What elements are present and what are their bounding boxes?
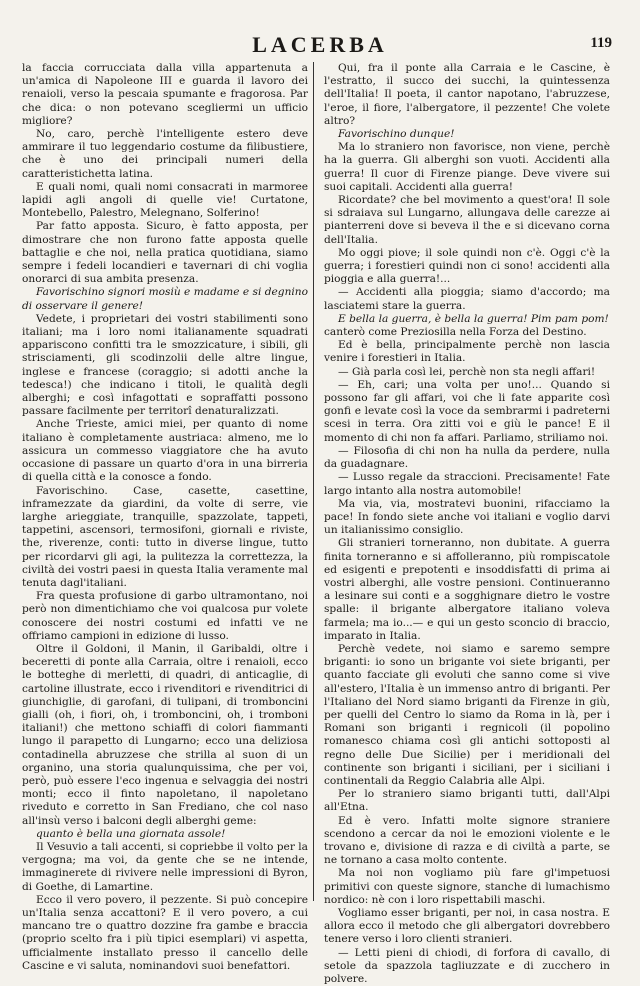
paragraph: Anche Trieste, amici miei, per quanto di nome italiano è completamente austriaca: almeno, me lo assicura un commesso viaggiatore che ha avuto occasione di passare un quarto d'ora in una birreria di quella città e la conosce a fondo. <box>22 418 308 484</box>
paragraph: Favorischino signori mosiù e madame e si degnino di osservare il genere! <box>22 286 308 312</box>
paragraph: Qui, fra il ponte alla Carraia e le Cascine, è l'estratto, il succo dei succhi, la quintessenza dell'Italia! Il poeta, il cantor napotano, l'abruzzese, l'eroe, il fiore, l'albergatore, il pezzente! Che volete altro? <box>324 62 610 127</box>
paragraph: Per lo straniero siamo briganti tutti, dall'Alpi all'Etna. <box>324 788 610 814</box>
paragraph: Vedete, i proprietari dei vostri stabilimenti sono italiani; ma i loro nomi italianamente squadrati appariscono confitti tra le smozzicature, i sibili, gli strisciamenti, gli scodinzolii delle altre lingue, inglese e francese (coraggio; si adotti anche la tedesca!) che indicano i titoli, le qualità degli alberghi; e così infagottati e sopraffatti possono passare facilmente per territorî denaturalizzati. <box>22 312 308 418</box>
paragraph: — Filosofia di chi non ha nulla da perdere, nulla da guadagnare. <box>324 444 610 471</box>
paragraph: Ma via, via, mostratevi buonini, rifacciamo la pace! In fondo siete anche voi italiani e voglio darvi un italianissimo consiglio. <box>324 497 610 537</box>
paragraph: — Letti pieni di chiodi, di forfora di cavallo, di setole da spazzola tagliuzzate e di zucchero in polvere. <box>324 946 610 986</box>
paragraph: Ma noi non vogliamo più fare gl'impetuosi primitivi con queste signore, stanche di lumachismo nordico: nè con i loro rispettabili maschi. <box>324 867 610 906</box>
paragraph: Gli stranieri torneranno, non dubitate. A guerra finita torneranno e si affolleranno, più rompiscatole ed esigenti e prepotenti e insoddisfatti di prima ai vostri alberghi, alle vostre pensioni. Continueranno a lesinare sui conti e a sogghignare dietro le vostre spalle: il brigante albergatore italiano voleva farmela; ma io...— e qui un gesto sconcio di braccio, imparato in Italia. <box>324 537 610 642</box>
paragraph: Il Vesuvio a tali accenti, si copriebbe il volto per la vergogna; ma voi, da gente che se ne intende, immaginerete di rivivere nelle impressioni di Byron, di Goethe, di Lamartine. <box>22 840 308 893</box>
paragraph: Ed è bella, principalmente perchè non lascia venire i forestieri in Italia. <box>324 339 610 365</box>
paragraph: — Accidenti alla pioggia; siamo d'accordo; ma lasciatemi stare la guerra. <box>324 286 610 312</box>
left-column <box>22 62 308 973</box>
paragraph: Ricordate? che bel movimento a quest'ora! Il sole si sdraiava sul Lungarno, allungava delle carezze ai pianterreni dove si beveva il the e si dicevano corna dell'Italia. <box>324 194 610 246</box>
right-column <box>324 62 610 986</box>
paragraph: Oltre il Goldoni, il Manin, il Garibaldi, oltre i beceretti di ponte alla Carraia, oltre i renaioli, ecco le botteghe di merletti, di quadri, di anticaglie, di cartoline illustrate, ecco i rivenditori e rivenditrici di giunchiglie, di garofani, di tulipani, di tromboncini gialli (oh, i fiori, oh, i tromboncini, oh, i tromboni italiani!) che mettono schiaffi di colori fiammanti lungo il parapetto di Lungarno; ecco una deliziosa contadinella abruzzese che strilla al suon di un organino, una storia qualunquissima, che per voi, però, può essere l'eco ingenua e selvaggia dei nostri monti; ecco il finto napoletano, il napoletano riveduto e corretto in San Frediano, che col naso all'insù verso i balconi degli alberghi geme: <box>22 642 308 827</box>
column-divider <box>313 62 314 901</box>
paragraph: Ma lo straniero non favorisce, non viene, perchè ha la guerra. Gli alberghi son vuoti. Accidenti alla guerra! Il cuor di Firenze piange. Deve vivere sui suoi capitali. Accidenti alla guerra! <box>324 141 610 193</box>
paragraph: Favorischino dunque! <box>338 128 455 141</box>
paragraph: canterò come Preziosilla nella Forza del Destino. <box>324 326 587 339</box>
paragraph: No, caro, perchè l'intelligente estero deve ammirare il tuo leggendario costume da filibustiere, che è uno dei principali numeri della caratteristichetta latina. <box>22 128 308 180</box>
paragraph: Mo oggi piove; il sole quindi non c'è. Oggi c'è la guerra; i forestieri quindi non ci sono! accidenti alla pioggia e alla guerra!... <box>324 246 610 286</box>
paragraph: — Lusso regale da straccioni. Precisamente! Fate largo intanto alla nostra automobile! <box>324 471 610 497</box>
paragraph: Vogliamo esser briganti, per noi, in casa nostra. E allora ecco il metodo che gli albergatori dovrebbero tenere verso i loro clienti stranieri. <box>324 907 610 946</box>
paragraph: E bella la guerra, è bella la guerra! Pim pam pom! <box>338 312 609 325</box>
paragraph: — Eh, cari; una volta per uno!... Quando si possono far gli affari, voi che li fate apparite così gonfi e levate così la voce da sembrarmi i padreterni scesi in terra. Ora zitti voi e giù le pance! E il momento di chi non fa affari. Parliamo, striliamo noi. <box>324 378 610 444</box>
paragraph: E quali nomi, quali nomi consacrati in marmoree lapidi agli angoli di quelle vie! Curtatone, Montebello, Palestro, Melegnano, Solferino! <box>22 180 308 220</box>
paragraph: Fra questa profusione di garbo ultramontano, noi però non dimentichiamo che voi qualcosa pur volete conoscere dei nostri costumi ed infatti ve ne offriamo campioni in edizione di lusso. <box>22 590 308 642</box>
paragraph: Favorischino. Case, casette, casettine, inframezzate da giardini, da volte di serre, vie larghe arieggiate, tranquille, spazzolate, tappeti, tappetini, ascensori, termosifoni, giornali e riviste, the, riverenze, conti: tutto in diverse lingue, tutto per ricordarvi gli agi, la pulitezza la correttezza, la civiltà dei vostri paesi in questa Italia veramente mal tenuta dagl'italiani. <box>22 484 308 589</box>
paragraph: la faccia corrucciata dalla villa appartenuta a un'amica di Napoleone III e guarda il lavoro dei renaioli, verso la pescaia spumante e fragorosa. Par che dica: o non potevano scegliermi un ufficio migliore? <box>22 62 308 127</box>
paragraph: Ecco il vero povero, il pezzente. Si può concepire un'Italia senza accattoni? E il vero povero, a cui mancano tre o quattro dozzine fra gambe e braccia (proprio scelto fra i più tipici esemplari) vi aspetta, ufficialmente installato presso il cancello delle Cascine e vi saluta, nominandovi suoi benefattori. <box>22 893 308 972</box>
paragraph: quanto è bella una giornata assole! <box>36 827 226 840</box>
paragraph: Perchè vedete, noi siamo e saremo sempre briganti: io sono un brigante voi siete briganti, per quanto facciate gli evoluti che sanno come si vive all'estero, l'Italia è un immenso antro di briganti. Per l'Italiano del Nord siamo briganti da Firenze in giù, per quelli del Centro lo siamo da Roma in là, per i Romani son briganti i regnicoli (il popolino romanesco chiama così gli antichi sottoposti al regno delle Due Sicilie) per i meridionali del continente son briganti i siciliani, per i siciliani i continentali da Reggio Calabria alle Alpi. <box>324 642 610 787</box>
paragraph: Ed è vero. Infatti molte signore straniere scendono a cercar da noi le emozioni violente e le trovano e, divisione di razza e di civiltà a parte, se ne tornano a casa molto contente. <box>324 814 610 867</box>
page-number: 119 <box>590 35 612 51</box>
magazine-title: LACERBA <box>252 32 388 57</box>
paragraph: — Già parla così lei, perchè non sta negli affari! <box>338 365 596 378</box>
paragraph: Par fatto apposta. Sicuro, è fatto apposta, per dimostrare che non furono fatte apposta quelle battaglie e che noi, nella pratica quotidiana, siamo sempre i fedeli locandieri e tavernari di chi voglia onorarci di sua ambita presenza. <box>22 220 308 286</box>
